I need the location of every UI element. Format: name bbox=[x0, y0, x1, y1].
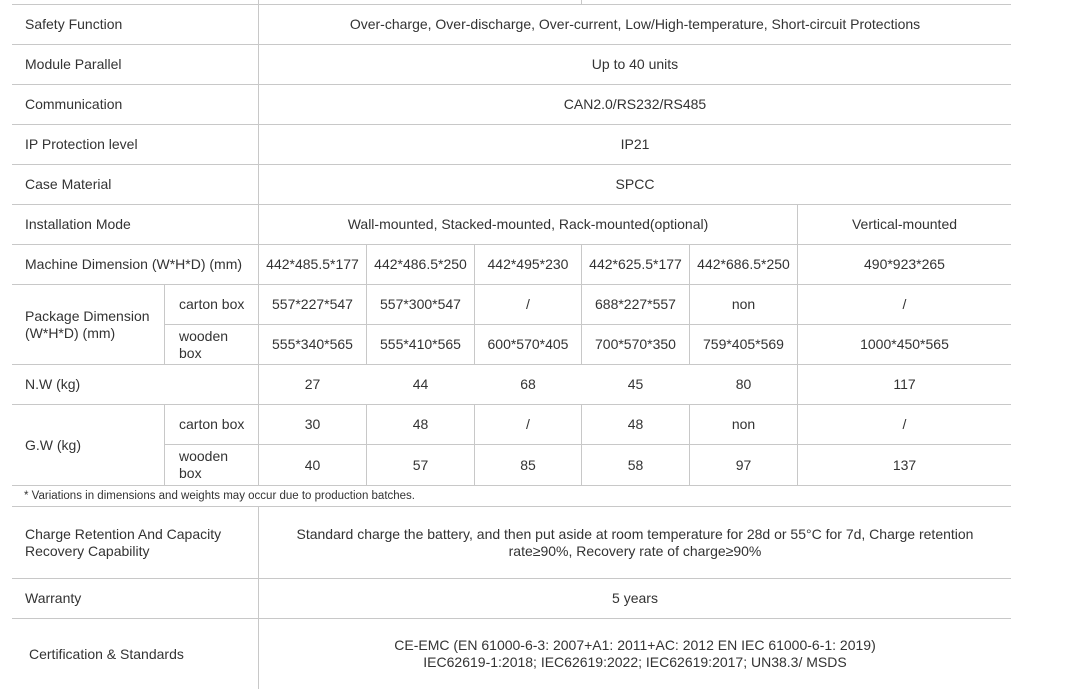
machine-dimension-cell: 442*625.5*177 bbox=[589, 256, 682, 272]
net-weight-cell: 68 bbox=[520, 376, 536, 392]
gross-carton-cell: 48 bbox=[627, 416, 644, 432]
package-carton-cell: / bbox=[902, 296, 907, 312]
safety-function-value: Over-charge, Over-discharge, Over-current, Low/High-temperature, Short-circuit Protections bbox=[349, 16, 921, 32]
column-divider bbox=[581, 0, 582, 4]
package-wooden-cell: 555*410*565 bbox=[380, 336, 461, 352]
certification-value-line2: IEC62619-1:2018; IEC62619:2022; IEC62619:2017; UN38.3/ MSDS bbox=[423, 654, 847, 670]
warranty-value: 5 years bbox=[612, 590, 658, 606]
column-divider bbox=[164, 284, 165, 364]
machine-dimension-cell: 442*495*230 bbox=[487, 256, 569, 272]
package-wooden-label: wooden box bbox=[179, 327, 229, 361]
communication-label: Communication bbox=[25, 96, 123, 112]
gross-carton-label: carton box bbox=[179, 416, 245, 432]
gross-wooden-label: wooden box bbox=[179, 448, 229, 481]
package-dimension-label-text: Package Dimension (W*H*D) (mm) bbox=[25, 307, 150, 341]
gross-weight-label: G.W (kg) bbox=[25, 436, 81, 453]
module-parallel-label: Module Parallel bbox=[25, 56, 122, 72]
net-weight-cell: 44 bbox=[412, 376, 429, 392]
net-weight-cell: 45 bbox=[627, 376, 644, 392]
warranty-label: Warranty bbox=[25, 590, 82, 606]
installation-mode-label: Installation Mode bbox=[25, 216, 131, 232]
net-weight-cell: 117 bbox=[893, 376, 916, 392]
gross-carton-cell: 30 bbox=[304, 416, 321, 432]
certification-label: Certification & Standards bbox=[29, 645, 184, 662]
charge-retention-label-text: Charge Retention And Capacity Recovery Capability bbox=[25, 525, 222, 559]
ip-protection-value: IP21 bbox=[620, 136, 650, 152]
charge-retention-value-text: Standard charge the battery, and then put aside at room temperature for 28d or 55°C for 7d, Charge retention rate≥90%, Recovery rate of charge≥90% bbox=[296, 525, 974, 559]
installation-mode-value-a: Wall-mounted, Stacked-mounted, Rack-mounted(optional) bbox=[347, 216, 709, 232]
machine-dimension-cell: 442*486.5*250 bbox=[374, 256, 467, 272]
package-carton-cell: / bbox=[526, 296, 530, 312]
variation-note: * Variations in dimensions and weights may occur due to production batches. bbox=[24, 489, 416, 502]
gross-wooden-cell: 97 bbox=[735, 456, 752, 473]
net-weight-label: N.W (kg) bbox=[25, 376, 81, 392]
package-carton-cell: 688*227*557 bbox=[595, 296, 676, 312]
package-carton-label: carton box bbox=[179, 296, 245, 312]
charge-retention-value bbox=[269, 507, 1001, 578]
gross-wooden-cell: 40 bbox=[304, 456, 321, 473]
package-wooden-cell: 555*340*565 bbox=[272, 336, 353, 352]
gross-wooden-cell: 137 bbox=[892, 456, 917, 473]
net-weight-cell: 27 bbox=[304, 376, 321, 392]
installation-mode-value-b: Vertical-mounted bbox=[851, 216, 958, 232]
ip-protection-label: IP Protection level bbox=[25, 136, 138, 152]
package-carton-cell: non bbox=[731, 296, 756, 312]
machine-dimension-cell: 442*485.5*177 bbox=[266, 256, 359, 272]
gross-wooden-cell: 85 bbox=[520, 456, 536, 473]
net-weight-cell: 80 bbox=[735, 376, 752, 392]
gross-wooden-cell: 57 bbox=[412, 456, 429, 473]
case-material-label: Case Material bbox=[25, 176, 112, 192]
module-parallel-value: Up to 40 units bbox=[591, 56, 679, 72]
communication-value: CAN2.0/RS232/RS485 bbox=[563, 96, 707, 112]
package-wooden-cell: 600*570*405 bbox=[487, 336, 569, 352]
safety-function-label: Safety Function bbox=[25, 16, 123, 32]
gross-carton-cell: non bbox=[731, 416, 756, 432]
package-wooden-cell: 700*570*350 bbox=[595, 336, 676, 352]
certification-value-line1: CE-EMC (EN 61000-6-3: 2007+A1: 2011+AC: 2012 EN IEC 61000-6-1: 2019) bbox=[394, 637, 876, 653]
package-carton-cell: 557*300*547 bbox=[380, 296, 461, 312]
package-carton-cell: 557*227*547 bbox=[272, 296, 353, 312]
certification-value bbox=[259, 619, 1011, 689]
gross-carton-cell: / bbox=[902, 416, 907, 432]
case-material-value: SPCC bbox=[615, 176, 655, 192]
charge-retention-label bbox=[25, 507, 240, 578]
machine-dimension-cell: 490*923*265 bbox=[864, 256, 945, 272]
column-divider bbox=[164, 404, 165, 486]
gross-carton-cell: 48 bbox=[412, 416, 429, 432]
package-wooden-cell: 1000*450*565 bbox=[860, 336, 949, 352]
gross-carton-cell: / bbox=[526, 416, 530, 432]
spec-table bbox=[12, 0, 1011, 689]
gross-wooden-cell: 58 bbox=[627, 456, 644, 473]
machine-dimension-cell: 442*686.5*250 bbox=[697, 256, 790, 272]
package-wooden-cell: 759*405*569 bbox=[703, 336, 784, 352]
package-dimension-label bbox=[25, 285, 163, 364]
machine-dimension-label: Machine Dimension (W*H*D) (mm) bbox=[25, 256, 243, 272]
